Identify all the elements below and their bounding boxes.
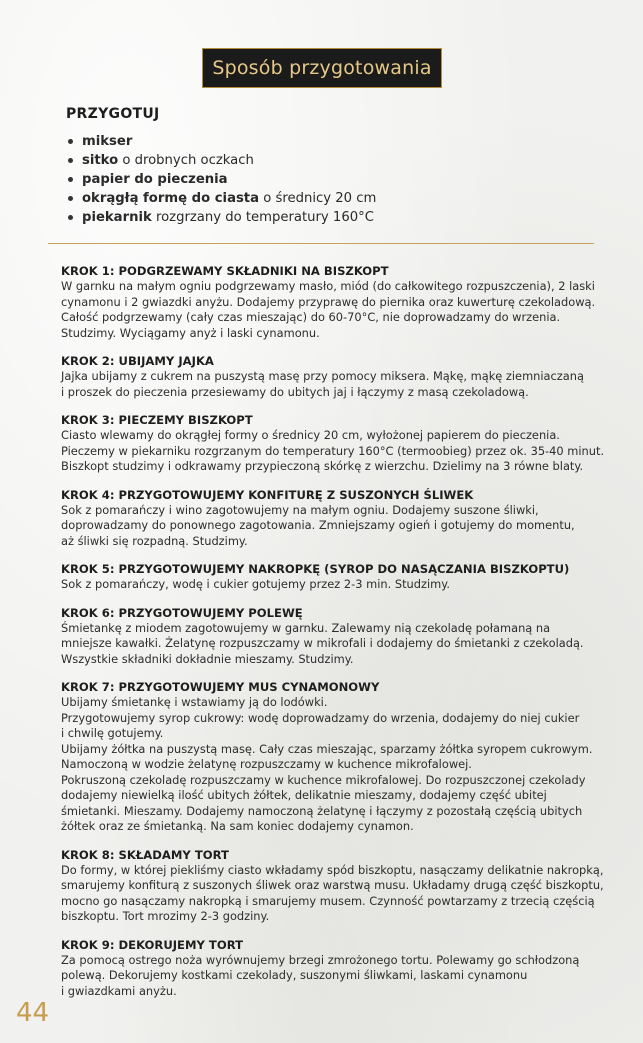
step-text-line: Jajka ubijamy z cukrem na puszystą masę przy pomocy miksera. Mąkę, mąkę ziemniaczaną — [61, 369, 584, 383]
step-text-line: Studzimy. Wyciągamy anyż i laski cynamonu. — [61, 325, 320, 340]
equipment-item — [66, 189, 376, 208]
equipment-item — [66, 132, 376, 151]
prepare-section — [66, 106, 376, 227]
equipment-item — [66, 208, 376, 227]
recipe-step — [61, 938, 621, 1000]
step-title: KROK 9: DEKORUJEMY TORT — [61, 937, 244, 952]
step-text-line: Pokruszoną czekoladę rozpuszczamy w kuchence mikrofalowej. Do rozpuszczonej czekolady — [61, 772, 586, 787]
step-text-line: i proszek do pieczenia przesiewamy do ubitych jaj i łączymy z masą czekoladową. — [61, 384, 529, 399]
step-title: KROK 8: SKŁADAMY TORT — [61, 847, 229, 862]
step-text-line: Sok z pomarańczy, wodę i cukier gotujemy przez 2-3 min. Studzimy. — [61, 577, 450, 591]
recipe-step — [61, 562, 621, 593]
step-text-line: śmietanki. Mieszamy. Dodajemy namoczoną żelatynę i łączymy z pozostałą częścią ubitych — [61, 803, 583, 818]
step-text-line: Sok z pomarańczy i wino zagotowujemy na małym ogniu. Dodajemy suszone śliwki, — [61, 502, 539, 517]
prepare-heading: PRZYGOTUJ — [66, 106, 160, 122]
step-text-line: mniejsze kawałki. Żelatynę rozpuszczamy w mikrofali i dodajemy do śmietanki z czekoladą. — [61, 636, 584, 650]
step-text-line: mocno go nasączamy nakropką i smarujemy musem. Czynność powtarzamy z trzecią częścią — [61, 893, 595, 908]
step-text-line: Przygotowujemy syrop cukrowy: wodę doprowadzamy do wrzenia, dodajemy do niej cukier — [61, 710, 580, 725]
equipment-name: piekarnik — [82, 210, 152, 225]
step-text-line: aż śliwki się rozpadną. Studzimy. — [61, 533, 248, 548]
step-title: KROK 7: PRZYGOTOWUJEMY MUS CYNAMONOWY — [61, 680, 380, 694]
step-text-line: Ciasto wlewamy do okrągłej formy o średnicy 20 cm, wyłożonej papierem do pieczenia. — [61, 428, 560, 442]
step-text-line: Namoczoną w wodzie żelatynę rozpuszczamy w kuchence mikrofalowej. — [61, 757, 472, 771]
step-text-line: Do formy, w której piekliśmy ciasto wkładamy spód biszkoptu, nasączamy delikatnie nakropką, — [61, 862, 604, 877]
equipment-item — [66, 170, 376, 189]
page-number: 44 — [16, 998, 50, 1028]
recipe-step — [61, 848, 621, 925]
equipment-name: papier do pieczenia — [82, 172, 228, 187]
recipe-step — [61, 413, 621, 475]
recipe-step — [61, 606, 621, 668]
step-text-line: Całość podgrzewamy (cały czas mieszając) do 60-70°C, nie doprowadzamy do wrzenia. — [61, 310, 561, 324]
step-text-line: smarujemy konfiturą z suszonych śliwek oraz warstwą musu. Układamy drugą część biszkoptu, — [61, 878, 604, 892]
step-text-line: Ubijamy żółtka na puszystą masę. Cały czas mieszając, sparzamy żółtka syropem cukrowym. — [61, 741, 593, 756]
steps-list — [61, 264, 621, 1012]
step-text-line: Śmietankę z miodem zagotowujemy w garnku. Zalewamy nią czekoladę połamaną na — [61, 620, 551, 635]
equipment-detail: rozgrzany do temperatury 160°C — [151, 210, 374, 225]
section-title: Sposób przygotowania — [202, 48, 442, 88]
step-text-line: biszkoptu. Tort mrozimy 2-3 godziny. — [61, 909, 270, 923]
recipe-step — [61, 264, 621, 341]
divider — [48, 243, 594, 244]
step-title: KROK 3: PIECZEMY BISZKOPT — [61, 413, 253, 427]
recipe-step — [61, 488, 621, 550]
equipment-name: mikser — [82, 134, 133, 149]
step-text-line: dodajemy niewielką ilość ubitych żółtek, delikatnie mieszamy, dodajemy część ubitej — [61, 788, 547, 802]
step-title: KROK 4: PRZYGOTOWUJEMY KONFITURĘ Z SUSZONYCH ŚLIWEK — [61, 487, 474, 502]
step-text-line: Pieczemy w piekarniku rozgrzanym do temperatury 160°C (termoobieg) przez ok. 35-40 minut. — [61, 443, 605, 458]
equipment-list — [66, 132, 376, 227]
recipe-step — [61, 680, 621, 835]
step-title: KROK 5: PRZYGOTOWUJEMY NAKROPKĘ (SYROP DO NASĄCZANIA BISZKOPTU) — [61, 562, 570, 576]
step-text-line: W garnku na małym ogniu podgrzewamy masło, miód (do całkowitego rozpuszczenia), 2 laski — [61, 279, 595, 293]
step-text-line: Wszystkie składniki dokładnie mieszamy. Studzimy. — [61, 651, 354, 666]
step-text-line: i chwilę gotujemy. — [61, 726, 164, 740]
step-title: KROK 6: PRZYGOTOWUJEMY POLEWĘ — [61, 605, 303, 620]
step-title: KROK 2: UBIJAMY JAJKA — [61, 354, 214, 368]
step-text-line: doprowadzamy do ponownego zagotowania. Zmniejszamy ogień i gotujemy do momentu, — [61, 518, 575, 532]
step-text-line: i gwiazdkami anyżu. — [61, 983, 177, 998]
equipment-item — [66, 151, 376, 170]
recipe-step — [61, 354, 621, 400]
equipment-name: sitko — [82, 153, 119, 168]
equipment-detail: o drobnych oczkach — [118, 153, 254, 168]
step-title: KROK 1: PODGRZEWAMY SKŁADNIKI NA BISZKOPT — [61, 264, 389, 278]
step-text-line: Ubijamy śmietankę i wstawiamy ją do lodówki. — [61, 695, 328, 709]
step-text-line: Za pomocą ostrego noża wyrównujemy brzegi zmrożonego tortu. Polewamy go schłodzoną — [61, 952, 580, 967]
step-text-line: polewą. Dekorujemy kostkami czekolady, suszonymi śliwkami, laskami cynamonu — [61, 968, 528, 982]
step-text-line: żółtek oraz ze śmietanką. Na sam koniec dodajemy cynamon. — [61, 819, 414, 833]
equipment-detail: o średnicy 20 cm — [259, 191, 377, 206]
step-text-line: cynamonu i 2 gwiazdki anyżu. Dodajemy przyprawę do piernika oraz kuwerturę czekoladową. — [61, 294, 596, 309]
step-text-line: Biszkopt studzimy i odkrawamy przypieczoną skórkę z wierzchu. Dzielimy na 3 równe blaty. — [61, 459, 584, 473]
equipment-name: okrągłą formę do ciasta — [82, 191, 260, 206]
